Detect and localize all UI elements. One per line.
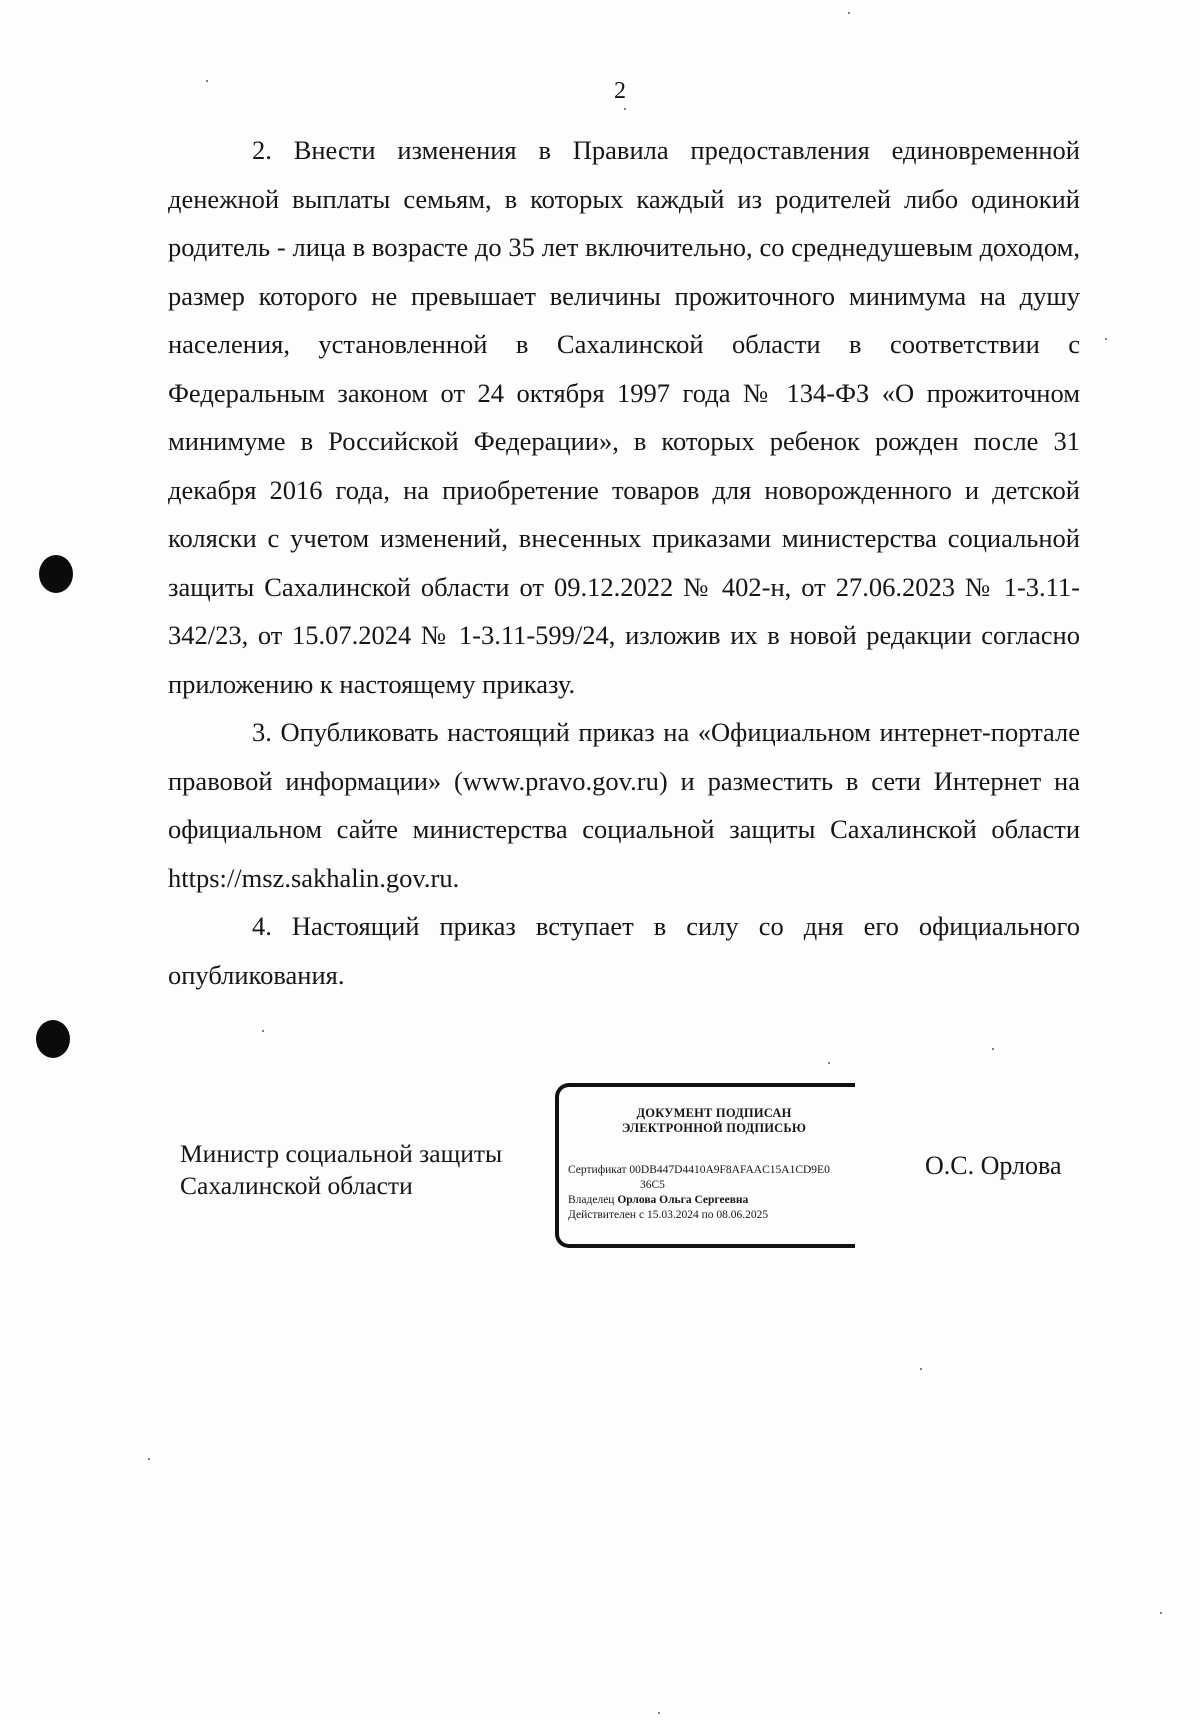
esign-heading (579, 1106, 849, 1136)
scan-speck (1160, 1612, 1162, 1614)
esign-heading-line: ДОКУМЕНТ ПОДПИСАН (636, 1106, 792, 1120)
esign-owner-value: Орлова Ольга Сергеевна (617, 1194, 749, 1206)
signatory-position-line: Министр социальной защиты (180, 1139, 503, 1168)
paragraph-item-3: 3. Опубликовать настоящий приказ на «Официальном интернет-портале правовой информации» (www.pravo.gov.ru) и разместить в сети Интернет на официальном сайте министерства социальной защиты Сахалинской области https://msz.sakhalin.gov.ru. (168, 717, 1080, 893)
esign-certificate-value: 00DB447D4410A9F8AFAAC15A1CD9E0 (629, 1164, 830, 1176)
paragraph-item-2: 2. Внести изменения в Правила предоставления единовременной денежной выплаты семьям, в которых каждый из родителей либо одинокий родитель - лица в возрасте до 35 лет включительно, со среднедушевым доходом, размер которого не превышает величины прожиточного минимума на душу населения, установленной в Сахалинской области в соответствии с Федеральным законом от 24 октября 1997 года № 134-ФЗ «О прожиточном минимуме в Российской Федерации», в которых ребенок рожден после 31 декабря 2016 года, на приобретение товаров для новорожденного и детской коляски с учетом изменений, внесенных приказами министерства социальной защиты Сахалинской области от 09.12.2022 № 402-н, от 27.06.2023 № 1-3.11-342/23, от 15.07.2024 № 1-3.11-599/24, изложив их в новой редакции согласно приложению к настоящему приказу. (168, 135, 1080, 699)
signatory-position (180, 1138, 502, 1202)
punch-hole-mark (36, 1020, 70, 1058)
esign-owner-label: Владелец (568, 1194, 615, 1206)
scan-speck (206, 80, 208, 82)
page-number: 2 (614, 78, 626, 104)
paragraph-item-4: 4. Настоящий приказ вступает в силу со дня его официального опубликования. (168, 911, 1080, 990)
electronic-signature-stamp (555, 1083, 855, 1248)
esign-details (568, 1163, 850, 1223)
signatory-position-line: Сахалинской области (180, 1171, 413, 1200)
esign-heading-line: ЭЛЕКТРОННОЙ ПОДПИСЬЮ (621, 1121, 807, 1135)
scan-speck (624, 108, 626, 110)
document-body (168, 126, 1080, 999)
scan-speck (658, 1712, 660, 1714)
scan-speck (148, 1458, 150, 1460)
scan-speck (1105, 338, 1107, 340)
esign-certificate-label: Сертификат (568, 1164, 627, 1176)
scan-speck (828, 1062, 830, 1064)
signatory-name: О.С. Орлова (925, 1151, 1062, 1180)
esign-owner-row (568, 1193, 850, 1208)
esign-certificate-value-cont: 36C5 (640, 1179, 665, 1191)
scan-speck (848, 12, 850, 14)
scan-speck (920, 1368, 922, 1370)
esign-validity: Действителен с 15.03.2024 по 08.06.2025 (568, 1209, 769, 1221)
punch-hole-mark (39, 555, 73, 593)
esign-certificate-row (568, 1163, 850, 1178)
scan-speck (992, 1048, 994, 1050)
scan-speck (262, 1030, 264, 1032)
